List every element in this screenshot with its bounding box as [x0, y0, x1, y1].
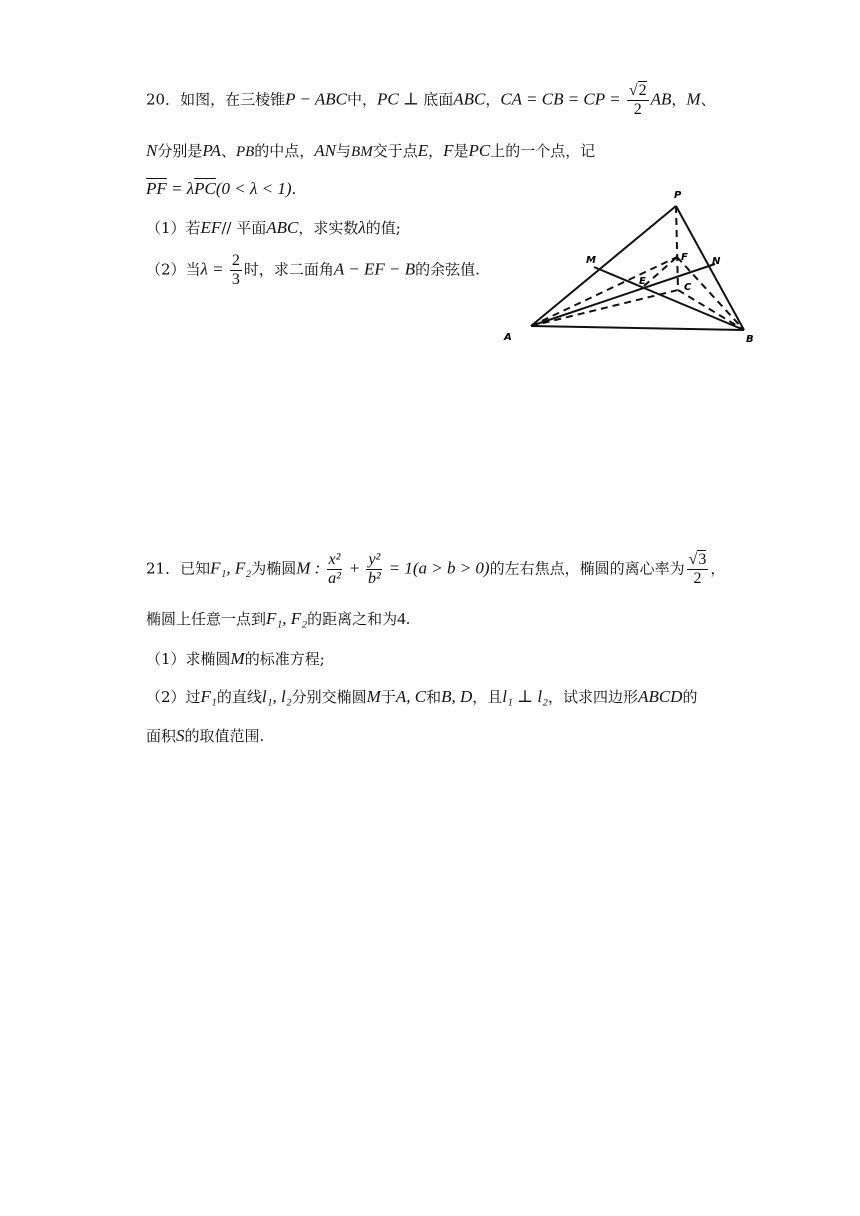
q20-math: = λ — [166, 179, 195, 198]
q20-text: 的中点， — [254, 142, 315, 160]
q20-text: 的值; — [365, 219, 401, 237]
vector-pc: $\overline{PC}$ — [194, 179, 216, 198]
q21-math: S — [176, 726, 185, 745]
ab-condition: (a > b > 0) — [412, 558, 490, 578]
q20-text: . — [291, 180, 297, 198]
q20-part2 — [146, 252, 480, 289]
y2-over-b2-fraction — [366, 551, 382, 588]
q21-math: F₁, F₂ — [266, 609, 308, 628]
segment-an — [531, 264, 715, 326]
q21-math: M : — [296, 558, 325, 578]
q21-math: F₁, F₂ — [210, 558, 252, 578]
q21-math: B, D — [441, 687, 473, 706]
q21-text: 的取值范围. — [184, 727, 265, 745]
q21-text: 的距离之和为 — [307, 610, 398, 628]
fraction-denominator: 3 — [231, 271, 240, 288]
q21-math: A, C — [395, 687, 427, 706]
q20-line3 — [146, 178, 296, 200]
part-label: （2）过 — [146, 688, 201, 706]
q20-math: M — [686, 89, 701, 109]
q20-math: PA — [202, 141, 221, 160]
q21-part2 — [146, 686, 697, 708]
q21-math: F₁ — [200, 687, 217, 706]
q21-text: 椭圆上任意一点到 — [146, 610, 267, 628]
part-label: （1）求椭圆 — [146, 650, 231, 668]
label-e: E — [639, 276, 646, 287]
edge-ab — [531, 326, 744, 330]
q20-text: 、 — [220, 142, 236, 160]
fraction-denominator: b² — [367, 570, 381, 587]
q21-text: ，且 — [472, 688, 503, 706]
q21-text: 和 — [426, 688, 442, 706]
q21-math: M — [230, 649, 245, 668]
q21-text: 于 — [380, 688, 396, 706]
q20-text: ， — [671, 90, 687, 109]
q21-part1 — [146, 648, 325, 670]
q20-math: BM — [351, 144, 373, 160]
segment-bm — [594, 267, 744, 330]
q20-math: A − EF − B — [333, 259, 416, 279]
q21-math: l₁ ⊥ l₂ — [502, 687, 549, 706]
label-n: N — [712, 256, 721, 267]
q21-math: l₁, l₂ — [261, 687, 292, 706]
q21-math: + — [344, 558, 365, 578]
q20-text: 与 — [336, 142, 352, 160]
q20-part1 — [146, 217, 401, 239]
fraction-numerator: x² — [328, 551, 341, 568]
segment-af — [531, 257, 677, 326]
q20-line1 — [146, 82, 716, 119]
q21-text: 的左右焦点，椭圆的离心率为 — [489, 559, 685, 578]
part-label: （2）当 — [146, 260, 201, 279]
label-m: M — [586, 255, 596, 266]
x2-over-a2-fraction — [327, 551, 343, 588]
q20-math: AN — [314, 141, 337, 160]
q20-math: ABC — [453, 89, 486, 109]
q20-text: 的余弦值. — [415, 260, 480, 279]
fraction-denominator: 2 — [633, 101, 642, 118]
fraction-denominator: a² — [328, 570, 341, 587]
q20-math: PC ⊥ — [376, 89, 424, 109]
q20-math: AB — [650, 89, 672, 109]
fraction-denominator: 2 — [693, 570, 702, 587]
vector-pf: $\overline{PF}$ — [146, 179, 167, 198]
sqrt-radicand: 3 — [698, 551, 707, 568]
q21-part2-line2 — [146, 725, 264, 747]
q20-text: 中， — [346, 90, 377, 109]
q20-text: ，求实数 — [298, 219, 359, 237]
q21-math: ABCD — [638, 687, 683, 706]
q20-text: 是 — [453, 142, 469, 160]
q21-math: M — [366, 687, 381, 706]
q20-text: 时，求二面角 — [243, 260, 334, 279]
sqrt3-over-2-fraction: $\frac{√3}{2}$ — [688, 551, 707, 587]
label-f: F — [681, 252, 688, 263]
q20-math: EF — [200, 218, 222, 237]
q20-math: λ = — [200, 259, 228, 279]
q21-text: 的 — [682, 688, 698, 706]
q20-math: N — [146, 141, 158, 160]
q20-text: ， — [485, 90, 501, 109]
q20-text: // 平面 — [221, 219, 267, 237]
q21-text: 已知 — [180, 559, 211, 578]
q20-math: ABC — [266, 218, 299, 237]
q20-text: ， — [428, 142, 444, 160]
q21-line1 — [146, 551, 725, 588]
label-p: P — [674, 190, 682, 201]
q21-text: 的直线 — [216, 688, 262, 706]
lambda-condition: (0 < λ < 1) — [215, 179, 292, 198]
q20-math: P − ABC — [285, 89, 347, 109]
part-label: （1）若 — [146, 219, 201, 237]
two-thirds-fraction — [230, 252, 242, 289]
q21-math: = 1 — [384, 558, 413, 578]
q20-math: CA = CB = CP = — [500, 89, 625, 109]
q20-text: 交于点 — [372, 142, 418, 160]
q20-text: 分别是 — [157, 142, 203, 160]
q20-math: λ — [358, 218, 366, 237]
q20-number: 20． — [146, 90, 181, 109]
q21-math: 4 — [397, 609, 406, 628]
fraction-numerator: y² — [368, 551, 381, 568]
q21-text: ， — [710, 559, 726, 578]
sqrt-radicand: 2 — [638, 82, 647, 99]
q20-text: 、 — [700, 90, 716, 109]
q21-text: . — [405, 610, 411, 628]
q20-text: 上的一个点，记 — [490, 142, 596, 160]
q21-text: ，试求四边形 — [548, 688, 639, 706]
tetrahedron-figure — [498, 184, 766, 348]
q21-text: 为椭圆 — [251, 559, 297, 578]
q20-math: PB — [235, 144, 255, 160]
q21-text: 分别交椭圆 — [291, 688, 367, 706]
q20-math: PC — [468, 141, 491, 160]
fraction-numerator: 2 — [231, 252, 240, 269]
label-a: A — [504, 332, 512, 343]
label-c: C — [684, 282, 692, 293]
dashed-edges — [531, 206, 744, 330]
q21-number: 21． — [146, 559, 181, 578]
q21-line2 — [146, 608, 410, 630]
q20-math: F — [443, 141, 454, 160]
q20-line2 — [146, 140, 595, 163]
q20-text: 如图，在三棱锥 — [180, 90, 286, 109]
q21-text: 面积 — [146, 727, 177, 745]
q20-text: 底面 — [423, 90, 454, 109]
q20-math: E — [417, 141, 429, 160]
label-b: B — [746, 334, 754, 345]
q21-text: 的标准方程; — [244, 650, 325, 668]
sqrt2-over-2-fraction: $\frac{√2}{2}$ — [628, 82, 647, 118]
